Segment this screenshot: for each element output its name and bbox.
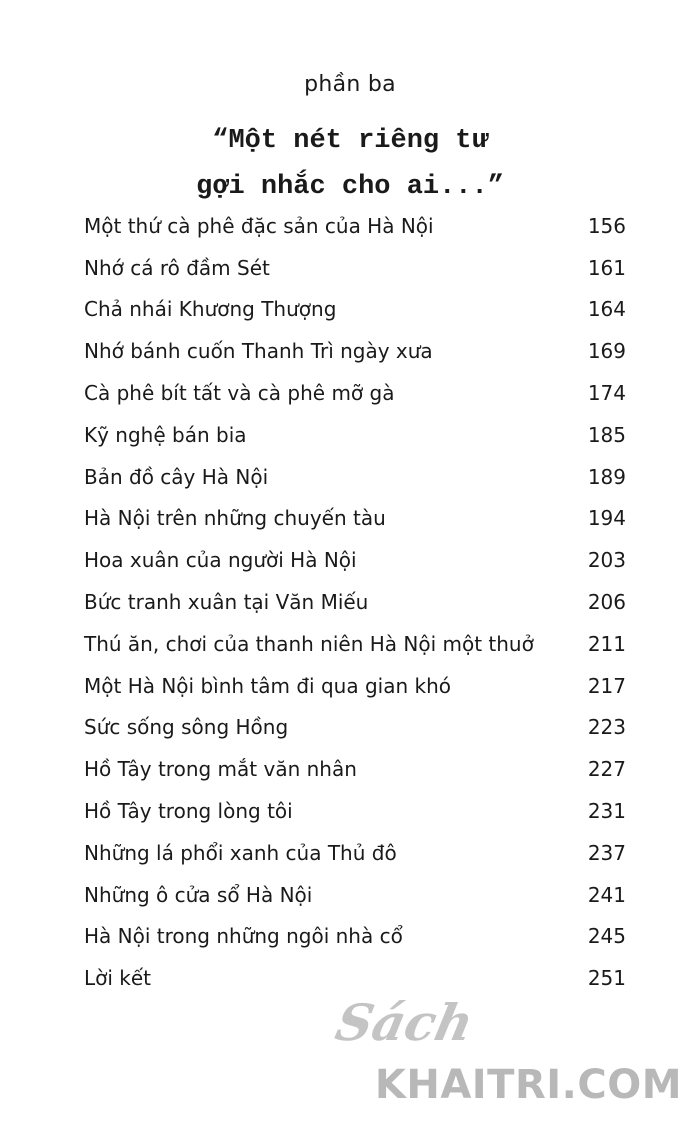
toc-entry-title: Hồ Tây trong lòng tôi bbox=[84, 799, 293, 824]
toc-entry-page: 185 bbox=[587, 422, 626, 447]
toc-entry-page: 251 bbox=[587, 966, 626, 991]
toc-entry-page: 164 bbox=[587, 297, 626, 322]
toc-entry-title: Cà phê bít tất và cà phê mỡ gà bbox=[84, 381, 395, 406]
toc-entry-page: 156 bbox=[587, 213, 626, 238]
toc-entry-page: 189 bbox=[587, 464, 626, 489]
toc-entry-page: 203 bbox=[587, 548, 626, 573]
toc-entry bbox=[84, 498, 626, 540]
toc-entry-title: Bản đồ cây Hà Nội bbox=[84, 464, 269, 489]
toc-entry-title: Bức tranh xuân tại Văn Miếu bbox=[84, 590, 369, 615]
toc-entry bbox=[84, 205, 626, 247]
part-title-line-1: “Một nét riêng tư bbox=[212, 126, 488, 156]
toc-entry bbox=[84, 832, 626, 874]
part-title-line-2: gợi nhắc cho ai...” bbox=[196, 172, 504, 202]
toc-entry bbox=[84, 916, 626, 958]
toc-entry bbox=[84, 414, 626, 456]
toc-entry-title: Nhớ cá rô đầm Sét bbox=[84, 255, 270, 280]
watermark-logo bbox=[330, 993, 682, 1108]
toc-entry-title: Những ô cửa sổ Hà Nội bbox=[84, 882, 313, 907]
toc-entry-page: 241 bbox=[587, 882, 626, 907]
toc-entry-title: Một thứ cà phê đặc sản của Hà Nội bbox=[84, 213, 434, 238]
toc-entry-page: 161 bbox=[587, 255, 626, 280]
toc-entry bbox=[84, 581, 626, 623]
toc-entry-title: Hà Nội trên những chuyến tàu bbox=[84, 506, 386, 531]
toc-entry-page: 174 bbox=[587, 381, 626, 406]
toc-entry bbox=[84, 539, 626, 581]
toc-entry bbox=[84, 707, 626, 749]
toc-entry bbox=[84, 289, 626, 331]
toc-entry bbox=[84, 790, 626, 832]
toc-entry-title: Những lá phổi xanh của Thủ đô bbox=[84, 840, 397, 865]
toc-entry-page: 206 bbox=[587, 590, 626, 615]
toc-entry bbox=[84, 372, 626, 414]
toc-entry-title: Kỹ nghệ bán bia bbox=[84, 422, 247, 447]
part-title bbox=[0, 118, 700, 210]
toc-entry-page: 211 bbox=[587, 631, 626, 656]
toc-entry-title: Hoa xuân của người Hà Nội bbox=[84, 548, 357, 573]
toc-entry-title: Sức sống sông Hồng bbox=[84, 715, 289, 740]
watermark-text: KHAITRI.COM bbox=[374, 1062, 682, 1108]
toc-entry bbox=[84, 874, 626, 916]
watermark-script: Sách bbox=[330, 993, 479, 1052]
toc-entry bbox=[84, 623, 626, 665]
toc-entry bbox=[84, 748, 626, 790]
table-of-contents bbox=[84, 205, 626, 999]
toc-entry-title: Nhớ bánh cuốn Thanh Trì ngày xưa bbox=[84, 339, 433, 364]
toc-entry-page: 227 bbox=[587, 757, 626, 782]
toc-entry-page: 231 bbox=[587, 799, 626, 824]
toc-entry-page: 223 bbox=[587, 715, 626, 740]
toc-entry-title: Chả nhái Khương Thượng bbox=[84, 297, 337, 322]
toc-entry bbox=[84, 456, 626, 498]
toc-entry-title: Hồ Tây trong mắt văn nhân bbox=[84, 757, 357, 782]
toc-entry bbox=[84, 330, 626, 372]
toc-entry-page: 217 bbox=[587, 673, 626, 698]
toc-entry-page: 194 bbox=[587, 506, 626, 531]
part-label: phần ba bbox=[304, 72, 396, 97]
toc-entry-title: Một Hà Nội bình tâm đi qua gian khó bbox=[84, 673, 451, 698]
toc-entry bbox=[84, 665, 626, 707]
toc-entry-page: 169 bbox=[587, 339, 626, 364]
toc-entry-title: Hà Nội trong những ngôi nhà cổ bbox=[84, 924, 403, 949]
toc-entry-page: 245 bbox=[587, 924, 626, 949]
toc-entry-title: Lời kết bbox=[84, 966, 152, 991]
toc-entry-page: 237 bbox=[587, 840, 626, 865]
toc-entry-title: Thú ăn, chơi của thanh niên Hà Nội một thuở bbox=[84, 631, 534, 656]
toc-entry bbox=[84, 247, 626, 289]
